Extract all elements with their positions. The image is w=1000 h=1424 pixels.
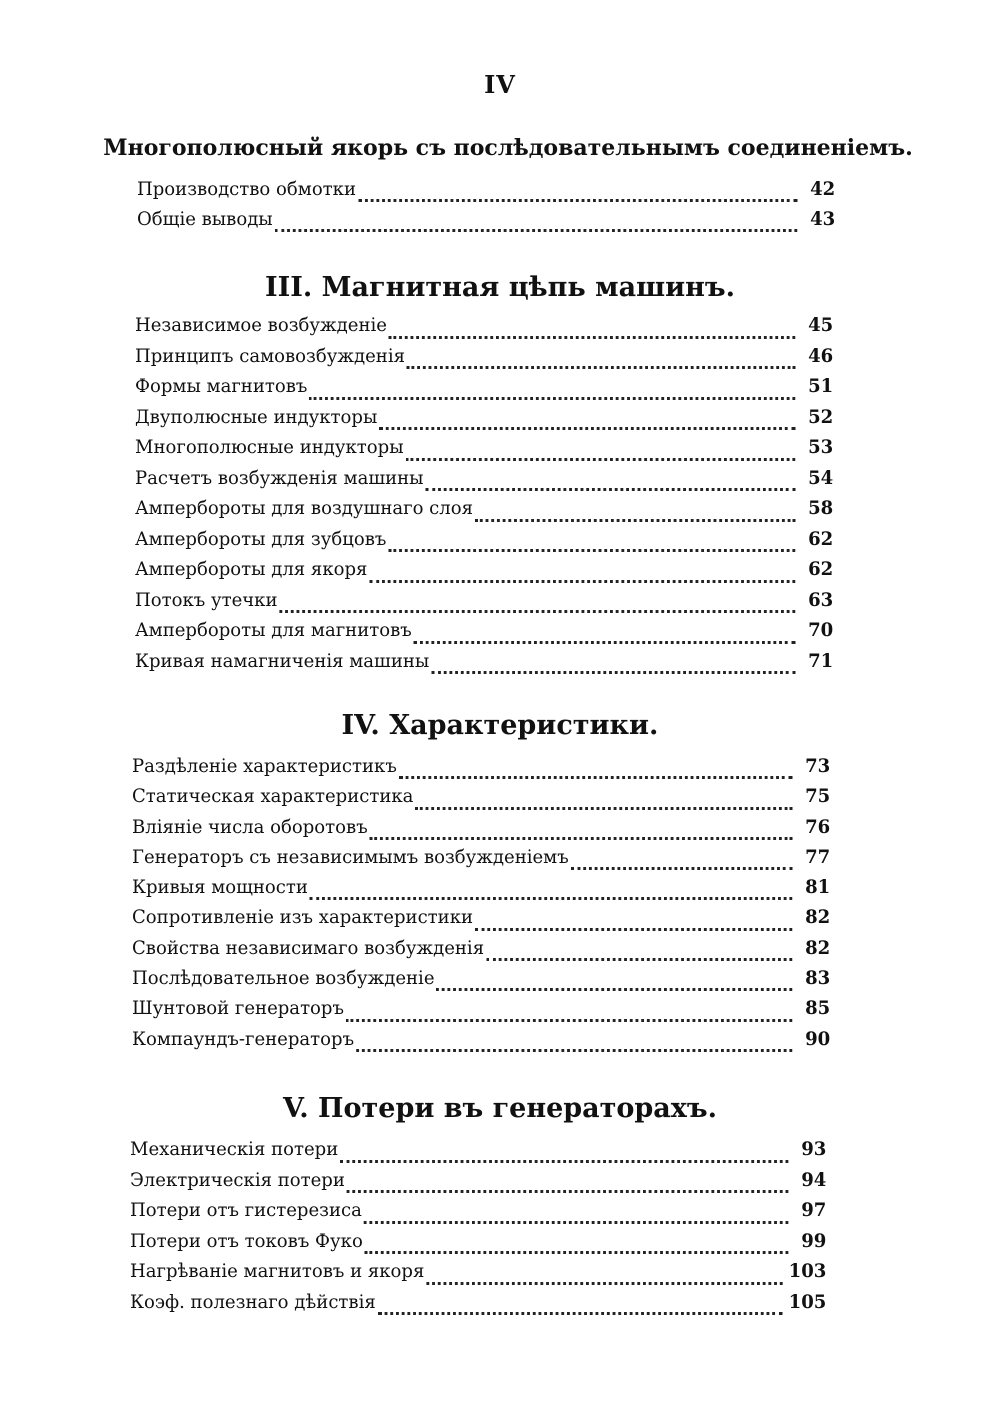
dot-leader: [415, 807, 792, 810]
toc-entry-page: 70: [808, 619, 834, 641]
dot-leader: [378, 1312, 783, 1315]
section-heading: IV. Характеристики.: [341, 710, 659, 741]
dot-leader: [399, 776, 793, 779]
toc-entry-page: 54: [808, 466, 834, 489]
toc-entry: [135, 345, 833, 376]
toc-entry-title: Ампербороты для воздушнаго слоя: [135, 497, 474, 519]
toc-entry-title: Шунтовой генераторъ: [132, 997, 344, 1020]
toc-entry-title: Общіе выводы: [137, 208, 273, 230]
toc-entry: [135, 375, 833, 406]
toc-entry-title: Потокъ утечки: [135, 588, 278, 611]
toc-entry: [132, 967, 830, 997]
dot-leader: [414, 641, 796, 644]
toc-entry-page: 52: [808, 405, 834, 428]
toc-entry: [132, 906, 830, 936]
toc-entry-page: 105: [788, 1290, 827, 1313]
toc-entry: [132, 937, 830, 967]
toc-entry-page: 71: [808, 649, 834, 672]
dot-leader: [369, 580, 795, 583]
dot-leader: [346, 1019, 792, 1022]
dot-leader: [356, 1049, 792, 1052]
dot-leader: [310, 897, 792, 900]
dot-leader: [365, 1251, 789, 1254]
section-heading: III. Магнитная цѣпь машинъ.: [264, 272, 736, 303]
page-number: IV: [484, 70, 516, 99]
toc-entry-title: Ампербороты для зубцовъ: [135, 527, 387, 550]
toc-entry-page: 97: [801, 1199, 827, 1221]
toc-entry: [132, 1028, 830, 1058]
toc-entry-title: Компаундъ-генераторъ: [132, 1027, 355, 1050]
toc-entry-page: 58: [808, 497, 834, 519]
toc-entry: [130, 1260, 826, 1291]
toc-entry-page: 62: [808, 527, 834, 550]
dot-leader: [364, 1221, 789, 1224]
toc-entry: [132, 755, 830, 785]
toc-entry: [137, 178, 835, 208]
toc-entry-page: 82: [805, 906, 831, 929]
toc-entry: [135, 314, 833, 345]
dot-leader: [388, 549, 795, 552]
dot-leader: [436, 988, 792, 991]
toc-entry: [132, 785, 830, 815]
toc-entry-title: Потери отъ токовъ Фуко: [130, 1229, 363, 1252]
toc-entry-title: Кривая намагниченія машины: [135, 649, 430, 672]
toc-entry-title: Формы магнитовъ: [135, 375, 308, 397]
dot-leader: [275, 229, 798, 232]
toc-entry-title: Послѣдовательное возбужденіе: [132, 967, 435, 990]
toc-entry-page: 46: [808, 344, 834, 367]
dot-leader: [431, 671, 795, 674]
toc-entry: [132, 997, 830, 1027]
toc-entry: [130, 1138, 826, 1169]
toc-entry: [130, 1230, 826, 1261]
toc-entry-title: Нагрѣваніе магнитовъ и якоря: [130, 1260, 425, 1282]
toc-entry-title: Вліяніе числа оборотовъ: [132, 815, 368, 838]
toc-entry-title: Ампербороты для магнитовъ: [135, 619, 412, 641]
dot-leader: [475, 928, 792, 931]
toc-entry: [135, 528, 833, 559]
dot-leader: [405, 458, 795, 461]
toc-entry-page: 51: [808, 375, 834, 397]
section-heading: Многополюсный якорь съ послѣдовательнымъ соединеніемъ.: [103, 135, 913, 161]
toc-entry: [135, 436, 833, 467]
dot-leader: [347, 1190, 789, 1193]
toc-entry: [135, 589, 833, 620]
toc-entry-title: Производство обмотки: [137, 178, 356, 200]
toc-entry-title: Ампербороты для якоря: [135, 558, 368, 580]
toc-entry: [132, 846, 830, 876]
toc-entry-page: 103: [788, 1260, 827, 1282]
toc-entry-title: Многополюсные индукторы: [135, 436, 404, 458]
toc-entry-page: 53: [808, 436, 834, 458]
toc-list: [130, 1138, 863, 1321]
toc-entry-page: 81: [805, 876, 831, 899]
toc-entry-title: Сопротивленіе изъ характеристики: [132, 906, 474, 929]
toc-entry: [135, 619, 833, 650]
toc-entry-page: 42: [810, 178, 836, 200]
toc-entry: [132, 876, 830, 906]
toc-entry-title: Генераторъ съ независимымъ возбужденіемъ: [132, 845, 569, 868]
toc-entry-page: 75: [805, 785, 831, 808]
toc-entry-title: Независимое возбужденіе: [135, 314, 387, 336]
toc-entry: [135, 558, 833, 589]
toc-entry-title: Расчетъ возбужденія машины: [135, 466, 424, 489]
toc-entry: [130, 1291, 826, 1322]
toc-entry-page: 90: [805, 1027, 831, 1050]
toc-entry-page: 45: [808, 314, 834, 336]
toc-entry-title: Механическія потери: [130, 1138, 339, 1160]
toc-entry-page: 85: [805, 997, 831, 1020]
toc-entry-page: 77: [805, 845, 831, 868]
toc-entry-title: Электрическія потери: [130, 1168, 345, 1191]
toc-entry-title: Принципъ самовозбужденія: [135, 344, 405, 367]
toc-entry-page: 76: [805, 815, 831, 838]
toc-entry: [130, 1169, 826, 1200]
toc-entry: [137, 208, 835, 238]
toc-entry-page: 93: [801, 1138, 827, 1160]
toc-entry-page: 94: [801, 1168, 827, 1191]
dot-leader: [475, 519, 795, 522]
toc-entry-title: Кривыя мощности: [132, 876, 308, 899]
toc-entry-page: 83: [805, 967, 831, 990]
toc-entry-page: 62: [808, 558, 834, 580]
section-heading: V. Потери въ генераторахъ.: [283, 1093, 717, 1124]
dot-leader: [358, 199, 797, 202]
toc-entry-page: 82: [805, 936, 831, 959]
toc-entry-title: Раздѣленіе характеристикъ: [132, 755, 397, 777]
dot-leader: [389, 336, 795, 339]
toc-entry: [135, 406, 833, 437]
dot-leader: [486, 958, 792, 961]
toc-list: [137, 178, 872, 238]
dot-leader: [571, 867, 793, 870]
toc-entry: [135, 650, 833, 681]
dot-leader: [279, 610, 795, 613]
dot-leader: [379, 427, 795, 430]
toc-entry: [130, 1199, 826, 1230]
toc-list: [132, 755, 867, 1058]
toc-entry: [132, 816, 830, 846]
toc-entry-title: Двуполюсные индукторы: [135, 405, 378, 428]
toc-entry-page: 99: [801, 1229, 827, 1252]
dot-leader: [309, 397, 795, 400]
dot-leader: [370, 837, 793, 840]
dot-leader: [407, 366, 795, 369]
toc-entry-title: Свойства независимаго возбужденія: [132, 936, 485, 959]
dot-leader: [425, 488, 795, 491]
toc-entry-title: Потери отъ гистерезиса: [130, 1199, 362, 1221]
toc-list: [135, 314, 870, 680]
dot-leader: [340, 1160, 788, 1163]
dot-leader: [426, 1282, 783, 1285]
toc-entry-page: 43: [810, 208, 836, 230]
toc-entry: [135, 467, 833, 498]
toc-entry-title: Статическая характеристика: [132, 785, 414, 808]
toc-entry: [135, 497, 833, 528]
toc-entry-page: 63: [808, 588, 834, 611]
toc-entry-page: 73: [805, 755, 831, 777]
toc-entry-title: Коэф. полезнаго дѣйствія: [130, 1290, 376, 1313]
